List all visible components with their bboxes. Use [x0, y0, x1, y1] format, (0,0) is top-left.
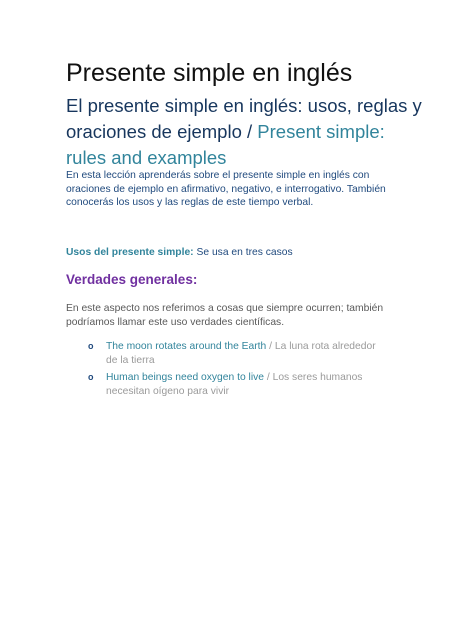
bullet-icon: o [88, 372, 94, 382]
subtitle-english: Present simple: rules and examples [66, 121, 385, 168]
example-english: Human beings need oxygen to live [106, 372, 264, 383]
bullet-icon: o [88, 341, 94, 351]
list-item [88, 371, 388, 398]
example-spanish: Los seres humanos necesitan oígeno para vivir [106, 372, 363, 397]
example-spanish: La luna rota alrededor de la tierra [106, 341, 376, 366]
usos-text: Se usa en tres casos [193, 247, 293, 258]
list-item [88, 340, 388, 367]
example-english: The moon rotates around the Earth [106, 341, 267, 352]
intro-paragraph: En esta lección aprenderás sobre el presente simple en inglés con oraciones de ejemplo en afirmativo, negativo, e interrogativo. También conocerás los usos y las reglas de este tiempo verbal. [66, 170, 386, 208]
page-subtitle [66, 93, 426, 171]
example-separator: / [266, 341, 275, 352]
section-heading: Verdades generales: [66, 272, 198, 287]
example-list [88, 340, 388, 402]
usos-label: Usos del presente simple: [66, 247, 194, 258]
usos-line [66, 246, 293, 259]
page-title: Presente simple en inglés [66, 59, 353, 87]
subtitle-spanish: El presente simple en inglés: usos, reglas y oraciones de ejemplo / [66, 95, 422, 142]
section-paragraph: En este aspecto nos referimos a cosas que siempre ocurren; también podríamos llamar este uso verdades científicas. [66, 303, 384, 328]
example-separator: / [264, 372, 273, 383]
